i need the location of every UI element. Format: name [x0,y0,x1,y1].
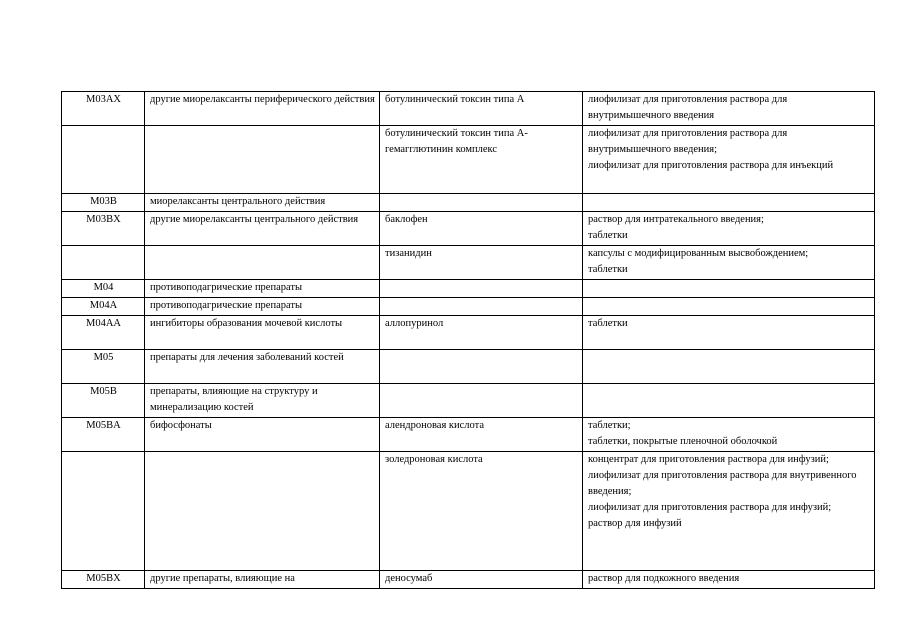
form-line: раствор для инфузий [588,518,682,529]
atc-code-cell: M03B [62,194,145,212]
form-line: раствор для интратекального введения; [588,214,764,225]
form-line: таблетки, покрытые пленочной оболочкой [588,436,778,447]
forms-cell [583,350,875,384]
form-line: таблетки; [588,420,631,431]
table-body [62,92,875,589]
atc-code-cell: M03BX [62,212,145,246]
form-line: концентрат для приготовления раствора для инфузий; [588,454,829,465]
forms-cell [583,571,875,589]
group-cell [145,452,380,571]
form-line: лиофилизат для приготовления раствора для инъекций [588,160,834,171]
forms-cell [583,384,875,418]
drug-cell [380,350,583,384]
table-row [62,246,875,280]
group-cell: другие миорелаксанты периферического действия [145,92,380,126]
forms-cell [583,92,875,126]
atc-code-cell: M05BA [62,418,145,452]
form-line: таблетки [588,264,628,275]
table-row [62,316,875,350]
forms-cell [583,316,875,350]
forms-cell [583,246,875,280]
drug-cell: золедроновая кислота [380,452,583,571]
form-line: таблетки [588,318,628,329]
drug-cell: алендроновая кислота [380,418,583,452]
table-row [62,384,875,418]
group-cell: бифосфонаты [145,418,380,452]
table-row [62,280,875,298]
forms-cell [583,298,875,316]
group-cell [145,246,380,280]
group-cell [145,126,380,194]
form-line: лиофилизат для приготовления раствора для инфузий; [588,502,832,513]
atc-code-cell: M05BX [62,571,145,589]
form-line: лиофилизат для приготовления раствора для внутривенного введения; [588,470,857,497]
forms-cell [583,194,875,212]
group-cell: противоподагрические препараты [145,298,380,316]
atc-code-cell: M04 [62,280,145,298]
drug-cell: ботулинический токсин типа A [380,92,583,126]
drug-cell [380,280,583,298]
group-cell: миорелаксанты центрального действия [145,194,380,212]
group-cell: противоподагрические препараты [145,280,380,298]
drug-cell: деносумаб [380,571,583,589]
atc-code-cell [62,246,145,280]
table-row [62,350,875,384]
drug-cell [380,298,583,316]
group-cell: другие препараты, влияющие на [145,571,380,589]
atc-code-cell [62,452,145,571]
table-row [62,126,875,194]
group-cell: препараты, влияющие на структуру и минерализацию костей [145,384,380,418]
table-row [62,92,875,126]
table-row [62,212,875,246]
table-row [62,194,875,212]
drug-cell [380,384,583,418]
atc-code-cell: M04A [62,298,145,316]
drug-cell [380,194,583,212]
atc-code-cell [62,126,145,194]
forms-cell [583,418,875,452]
table-row [62,418,875,452]
forms-cell [583,452,875,571]
atc-code-cell: M03AX [62,92,145,126]
group-cell: ингибиторы образования мочевой кислоты [145,316,380,350]
forms-cell [583,280,875,298]
drug-cell: баклофен [380,212,583,246]
table-row [62,571,875,589]
atc-code-cell: M04AA [62,316,145,350]
group-cell: препараты для лечения заболеваний костей [145,350,380,384]
form-line: таблетки [588,230,628,241]
drug-cell: аллопуринол [380,316,583,350]
form-line: лиофилизат для приготовления раствора для внутримышечного введения [588,94,788,121]
form-line: капсулы с модифицированным высвобождением; [588,248,809,259]
form-line: лиофилизат для приготовления раствора для внутримышечного введения; [588,128,788,155]
atc-code-cell: M05 [62,350,145,384]
form-line: раствор для подкожного введения [588,573,740,584]
atc-code-cell: M05B [62,384,145,418]
table-row [62,452,875,571]
table-row [62,298,875,316]
drug-table [61,91,875,589]
group-cell: другие миорелаксанты центрального действия [145,212,380,246]
drug-cell: тизанидин [380,246,583,280]
forms-cell [583,212,875,246]
forms-cell [583,126,875,194]
drug-cell: ботулинический токсин типа A-гемагглютинин комплекс [380,126,583,194]
